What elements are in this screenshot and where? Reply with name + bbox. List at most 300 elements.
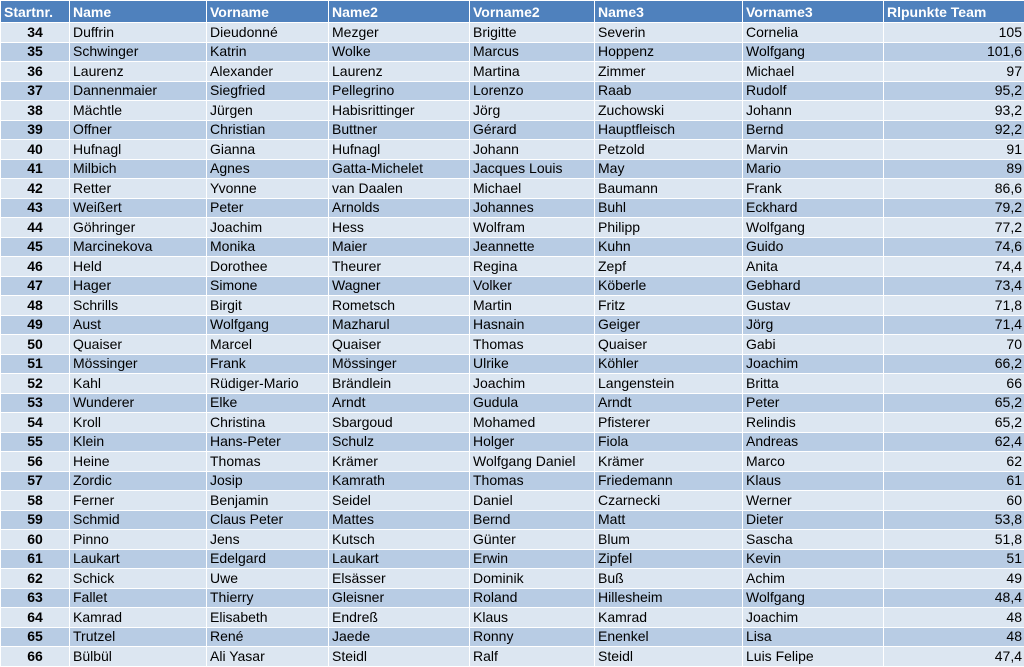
name2-cell: Hufnagl (329, 140, 470, 160)
header-vorname: Vorname (207, 1, 329, 23)
vorname3-cell: Guido (743, 237, 884, 257)
startnr-cell: 59 (1, 510, 70, 530)
vorname2-cell: Martin (470, 296, 595, 316)
table-row (1, 42, 1024, 62)
header-rlpunkte-team: Rlpunkte Team (884, 1, 1024, 23)
vorname-cell: Dorothee (207, 257, 329, 277)
name-cell: Schmid (70, 510, 207, 530)
name-cell: Trutzel (70, 627, 207, 647)
vorname2-cell: Holger (470, 432, 595, 452)
name-cell: Laukart (70, 549, 207, 569)
name3-cell: Severin (595, 23, 743, 43)
name-cell: Zordic (70, 471, 207, 491)
name-cell: Kahl (70, 374, 207, 394)
name2-cell: Arndt (329, 393, 470, 413)
name3-cell: Zuchowski (595, 101, 743, 121)
startnr-cell: 42 (1, 179, 70, 199)
vorname-cell: René (207, 627, 329, 647)
name-cell: Fallet (70, 588, 207, 608)
vorname3-cell: Lisa (743, 627, 884, 647)
startnr-cell: 55 (1, 432, 70, 452)
vorname3-cell: Bernd (743, 120, 884, 140)
name3-cell: Arndt (595, 393, 743, 413)
vorname3-cell: Werner (743, 491, 884, 511)
vorname3-cell: Jörg (743, 315, 884, 335)
startnr-cell: 34 (1, 23, 70, 43)
vorname-cell: Monika (207, 237, 329, 257)
name2-cell: Theurer (329, 257, 470, 277)
vorname2-cell: Volker (470, 276, 595, 296)
table-row (1, 198, 1024, 218)
name-cell: Duffrin (70, 23, 207, 43)
name3-cell: Krämer (595, 452, 743, 472)
vorname2-cell: Dominik (470, 569, 595, 589)
name2-cell: Wolke (329, 42, 470, 62)
vorname3-cell: Johann (743, 101, 884, 121)
vorname-cell: Ali Yasar (207, 647, 329, 667)
rlpunkte-cell: 66,2 (884, 354, 1024, 374)
name3-cell: Köhler (595, 354, 743, 374)
vorname-cell: Katrin (207, 42, 329, 62)
startnr-cell: 61 (1, 549, 70, 569)
vorname2-cell: Günter (470, 530, 595, 550)
vorname-cell: Josip (207, 471, 329, 491)
header-name: Name (70, 1, 207, 23)
rlpunkte-cell: 66 (884, 374, 1024, 394)
name-cell: Schrills (70, 296, 207, 316)
vorname-cell: Claus Peter (207, 510, 329, 530)
name3-cell: Zepf (595, 257, 743, 277)
rlpunkte-cell: 62 (884, 452, 1024, 472)
name3-cell: Buhl (595, 198, 743, 218)
startnr-cell: 49 (1, 315, 70, 335)
startnr-cell: 65 (1, 627, 70, 647)
vorname-cell: Hans-Peter (207, 432, 329, 452)
table-row (1, 296, 1024, 316)
vorname-cell: Uwe (207, 569, 329, 589)
startnr-cell: 50 (1, 335, 70, 355)
name-cell: Schick (70, 569, 207, 589)
vorname-cell: Wolfgang (207, 315, 329, 335)
vorname-cell: Simone (207, 276, 329, 296)
vorname3-cell: Marco (743, 452, 884, 472)
vorname3-cell: Klaus (743, 471, 884, 491)
vorname2-cell: Bernd (470, 510, 595, 530)
name-cell: Retter (70, 179, 207, 199)
name-cell: Pinno (70, 530, 207, 550)
table-row (1, 608, 1024, 628)
rlpunkte-cell: 71,4 (884, 315, 1024, 335)
name3-cell: Zipfel (595, 549, 743, 569)
startnr-cell: 43 (1, 198, 70, 218)
vorname3-cell: Joachim (743, 608, 884, 628)
vorname3-cell: Michael (743, 62, 884, 82)
vorname-cell: Gianna (207, 140, 329, 160)
vorname-cell: Peter (207, 198, 329, 218)
name3-cell: Quaiser (595, 335, 743, 355)
startnr-cell: 44 (1, 218, 70, 238)
table-row (1, 569, 1024, 589)
vorname-cell: Jürgen (207, 101, 329, 121)
name-cell: Offner (70, 120, 207, 140)
table-row (1, 530, 1024, 550)
vorname-cell: Thierry (207, 588, 329, 608)
name3-cell: Petzold (595, 140, 743, 160)
table-row (1, 393, 1024, 413)
name2-cell: Seidel (329, 491, 470, 511)
name3-cell: Hauptfleisch (595, 120, 743, 140)
startnr-cell: 51 (1, 354, 70, 374)
vorname3-cell: Frank (743, 179, 884, 199)
name2-cell: Elsässer (329, 569, 470, 589)
table-row (1, 471, 1024, 491)
name2-cell: Wagner (329, 276, 470, 296)
vorname-cell: Joachim (207, 218, 329, 238)
vorname3-cell: Luis Felipe (743, 647, 884, 667)
table-row (1, 101, 1024, 121)
startnr-cell: 58 (1, 491, 70, 511)
rlpunkte-cell: 51,8 (884, 530, 1024, 550)
vorname3-cell: Rudolf (743, 81, 884, 101)
vorname3-cell: Kevin (743, 549, 884, 569)
name2-cell: Buttner (329, 120, 470, 140)
header-vorname2: Vorname2 (470, 1, 595, 23)
rlpunkte-cell: 93,2 (884, 101, 1024, 121)
name2-cell: Laurenz (329, 62, 470, 82)
name-cell: Mächtle (70, 101, 207, 121)
table-row (1, 276, 1024, 296)
vorname2-cell: Jacques Louis (470, 159, 595, 179)
vorname-cell: Alexander (207, 62, 329, 82)
vorname-cell: Thomas (207, 452, 329, 472)
name3-cell: Köberle (595, 276, 743, 296)
rlpunkte-cell: 105 (884, 23, 1024, 43)
vorname3-cell: Wolfgang (743, 588, 884, 608)
rlpunkte-cell: 61 (884, 471, 1024, 491)
table-row (1, 335, 1024, 355)
vorname2-cell: Marcus (470, 42, 595, 62)
vorname-cell: Agnes (207, 159, 329, 179)
name-cell: Hager (70, 276, 207, 296)
vorname3-cell: Gustav (743, 296, 884, 316)
table-row (1, 159, 1024, 179)
vorname-cell: Elke (207, 393, 329, 413)
vorname2-cell: Klaus (470, 608, 595, 628)
rlpunkte-cell: 101,6 (884, 42, 1024, 62)
name3-cell: Langenstein (595, 374, 743, 394)
startnr-cell: 54 (1, 413, 70, 433)
vorname3-cell: Relindis (743, 413, 884, 433)
table-row (1, 81, 1024, 101)
vorname2-cell: Ralf (470, 647, 595, 667)
vorname3-cell: Sascha (743, 530, 884, 550)
header-startnr: Startnr. (1, 1, 70, 23)
startnr-cell: 62 (1, 569, 70, 589)
name3-cell: Baumann (595, 179, 743, 199)
vorname2-cell: Jeannette (470, 237, 595, 257)
name2-cell: Gatta-Michelet (329, 159, 470, 179)
vorname-cell: Edelgard (207, 549, 329, 569)
vorname-cell: Birgit (207, 296, 329, 316)
rlpunkte-cell: 48 (884, 608, 1024, 628)
name3-cell: Raab (595, 81, 743, 101)
table-row (1, 549, 1024, 569)
vorname2-cell: Daniel (470, 491, 595, 511)
vorname2-cell: Lorenzo (470, 81, 595, 101)
rlpunkte-cell: 65,2 (884, 393, 1024, 413)
header-name3: Name3 (595, 1, 743, 23)
vorname2-cell: Mohamed (470, 413, 595, 433)
startnr-cell: 40 (1, 140, 70, 160)
header-vorname3: Vorname3 (743, 1, 884, 23)
table-row (1, 354, 1024, 374)
rlpunkte-cell: 60 (884, 491, 1024, 511)
name2-cell: Mazharul (329, 315, 470, 335)
name2-cell: Quaiser (329, 335, 470, 355)
name2-cell: Maier (329, 237, 470, 257)
name3-cell: Pfisterer (595, 413, 743, 433)
name3-cell: Buß (595, 569, 743, 589)
table-row (1, 647, 1024, 667)
table-row (1, 374, 1024, 394)
name3-cell: Hillesheim (595, 588, 743, 608)
rlpunkte-cell: 89 (884, 159, 1024, 179)
table-row (1, 257, 1024, 277)
startnr-cell: 39 (1, 120, 70, 140)
vorname2-cell: Wolfgang Daniel (470, 452, 595, 472)
vorname2-cell: Ulrike (470, 354, 595, 374)
header-row (1, 1, 1024, 23)
vorname3-cell: Wolfgang (743, 42, 884, 62)
name2-cell: Sbargoud (329, 413, 470, 433)
vorname2-cell: Regina (470, 257, 595, 277)
vorname-cell: Benjamin (207, 491, 329, 511)
table-row (1, 588, 1024, 608)
vorname3-cell: Britta (743, 374, 884, 394)
rlpunkte-cell: 92,2 (884, 120, 1024, 140)
vorname3-cell: Gabi (743, 335, 884, 355)
name-cell: Mössinger (70, 354, 207, 374)
rlpunkte-cell: 49 (884, 569, 1024, 589)
startnr-cell: 41 (1, 159, 70, 179)
rlpunkte-cell: 86,6 (884, 179, 1024, 199)
table-row (1, 315, 1024, 335)
startnr-cell: 46 (1, 257, 70, 277)
vorname2-cell: Roland (470, 588, 595, 608)
name2-cell: Arnolds (329, 198, 470, 218)
vorname3-cell: Marvin (743, 140, 884, 160)
startnr-cell: 57 (1, 471, 70, 491)
table-row (1, 23, 1024, 43)
name-cell: Weißert (70, 198, 207, 218)
vorname3-cell: Anita (743, 257, 884, 277)
vorname2-cell: Wolfram (470, 218, 595, 238)
vorname2-cell: Johannes (470, 198, 595, 218)
startnr-cell: 48 (1, 296, 70, 316)
rlpunkte-cell: 97 (884, 62, 1024, 82)
vorname2-cell: Thomas (470, 335, 595, 355)
name2-cell: Kamrath (329, 471, 470, 491)
name2-cell: Jaede (329, 627, 470, 647)
name3-cell: Friedemann (595, 471, 743, 491)
vorname-cell: Jens (207, 530, 329, 550)
table-row (1, 627, 1024, 647)
startnr-cell: 36 (1, 62, 70, 82)
vorname2-cell: Gérard (470, 120, 595, 140)
rlpunkte-cell: 71,8 (884, 296, 1024, 316)
table-row (1, 413, 1024, 433)
name2-cell: Hess (329, 218, 470, 238)
vorname2-cell: Thomas (470, 471, 595, 491)
vorname2-cell: Hasnain (470, 315, 595, 335)
name-cell: Kroll (70, 413, 207, 433)
name2-cell: Laukart (329, 549, 470, 569)
rlpunkte-cell: 51 (884, 549, 1024, 569)
startnr-cell: 38 (1, 101, 70, 121)
name-cell: Schwinger (70, 42, 207, 62)
table-row (1, 179, 1024, 199)
startnr-cell: 64 (1, 608, 70, 628)
name2-cell: Kutsch (329, 530, 470, 550)
name3-cell: Philipp (595, 218, 743, 238)
vorname2-cell: Gudula (470, 393, 595, 413)
name3-cell: Geiger (595, 315, 743, 335)
name2-cell: Endreß (329, 608, 470, 628)
rlpunkte-cell: 47,4 (884, 647, 1024, 667)
vorname-cell: Christian (207, 120, 329, 140)
startnr-cell: 37 (1, 81, 70, 101)
table-header (1, 1, 1024, 23)
vorname3-cell: Joachim (743, 354, 884, 374)
name3-cell: Czarnecki (595, 491, 743, 511)
startnr-cell: 60 (1, 530, 70, 550)
name-cell: Laurenz (70, 62, 207, 82)
name2-cell: Habisrittinger (329, 101, 470, 121)
name2-cell: Brändlein (329, 374, 470, 394)
rlpunkte-cell: 74,4 (884, 257, 1024, 277)
vorname3-cell: Wolfgang (743, 218, 884, 238)
name2-cell: Mezger (329, 23, 470, 43)
startnr-cell: 45 (1, 237, 70, 257)
name2-cell: Mattes (329, 510, 470, 530)
rlpunkte-cell: 48 (884, 627, 1024, 647)
rlpunkte-cell: 91 (884, 140, 1024, 160)
vorname2-cell: Brigitte (470, 23, 595, 43)
table-row (1, 62, 1024, 82)
vorname3-cell: Eckhard (743, 198, 884, 218)
name-cell: Kamrad (70, 608, 207, 628)
name-cell: Bülbül (70, 647, 207, 667)
name3-cell: May (595, 159, 743, 179)
name2-cell: Mössinger (329, 354, 470, 374)
vorname2-cell: Ronny (470, 627, 595, 647)
vorname-cell: Christina (207, 413, 329, 433)
name-cell: Quaiser (70, 335, 207, 355)
vorname3-cell: Andreas (743, 432, 884, 452)
vorname2-cell: Jörg (470, 101, 595, 121)
vorname3-cell: Gebhard (743, 276, 884, 296)
name-cell: Ferner (70, 491, 207, 511)
name-cell: Göhringer (70, 218, 207, 238)
table-row (1, 432, 1024, 452)
table-row (1, 510, 1024, 530)
rlpunkte-cell: 70 (884, 335, 1024, 355)
name3-cell: Enenkel (595, 627, 743, 647)
name3-cell: Matt (595, 510, 743, 530)
name3-cell: Zimmer (595, 62, 743, 82)
name-cell: Hufnagl (70, 140, 207, 160)
rlpunkte-cell: 77,2 (884, 218, 1024, 238)
name-cell: Klein (70, 432, 207, 452)
startnr-cell: 35 (1, 42, 70, 62)
name-cell: Milbich (70, 159, 207, 179)
startnr-cell: 47 (1, 276, 70, 296)
vorname3-cell: Dieter (743, 510, 884, 530)
name2-cell: van Daalen (329, 179, 470, 199)
rlpunkte-cell: 74,6 (884, 237, 1024, 257)
name2-cell: Rometsch (329, 296, 470, 316)
startnr-cell: 66 (1, 647, 70, 667)
table-row (1, 120, 1024, 140)
name3-cell: Kuhn (595, 237, 743, 257)
table-row (1, 237, 1024, 257)
vorname-cell: Rüdiger-Mario (207, 374, 329, 394)
name2-cell: Gleisner (329, 588, 470, 608)
rlpunkte-cell: 79,2 (884, 198, 1024, 218)
startnr-cell: 52 (1, 374, 70, 394)
table-row (1, 140, 1024, 160)
name2-cell: Krämer (329, 452, 470, 472)
table-row (1, 218, 1024, 238)
vorname-cell: Siegfried (207, 81, 329, 101)
name-cell: Dannenmaier (70, 81, 207, 101)
vorname-cell: Yvonne (207, 179, 329, 199)
startnr-cell: 63 (1, 588, 70, 608)
name-cell: Aust (70, 315, 207, 335)
name-cell: Marcinekova (70, 237, 207, 257)
vorname-cell: Frank (207, 354, 329, 374)
startnr-cell: 53 (1, 393, 70, 413)
header-name2: Name2 (329, 1, 470, 23)
vorname3-cell: Achim (743, 569, 884, 589)
name3-cell: Hoppenz (595, 42, 743, 62)
table-row (1, 452, 1024, 472)
vorname-cell: Elisabeth (207, 608, 329, 628)
name-cell: Heine (70, 452, 207, 472)
name3-cell: Fritz (595, 296, 743, 316)
startnr-cell: 56 (1, 452, 70, 472)
vorname2-cell: Erwin (470, 549, 595, 569)
name3-cell: Kamrad (595, 608, 743, 628)
vorname3-cell: Peter (743, 393, 884, 413)
name3-cell: Fiola (595, 432, 743, 452)
vorname3-cell: Cornelia (743, 23, 884, 43)
rlpunkte-cell: 73,4 (884, 276, 1024, 296)
vorname-cell: Dieudonné (207, 23, 329, 43)
rlpunkte-cell: 65,2 (884, 413, 1024, 433)
name-cell: Wunderer (70, 393, 207, 413)
vorname-cell: Marcel (207, 335, 329, 355)
vorname2-cell: Martina (470, 62, 595, 82)
rlpunkte-cell: 53,8 (884, 510, 1024, 530)
vorname3-cell: Mario (743, 159, 884, 179)
name3-cell: Blum (595, 530, 743, 550)
name-cell: Held (70, 257, 207, 277)
name2-cell: Pellegrino (329, 81, 470, 101)
rlpunkte-cell: 62,4 (884, 432, 1024, 452)
name3-cell: Steidl (595, 647, 743, 667)
vorname2-cell: Michael (470, 179, 595, 199)
